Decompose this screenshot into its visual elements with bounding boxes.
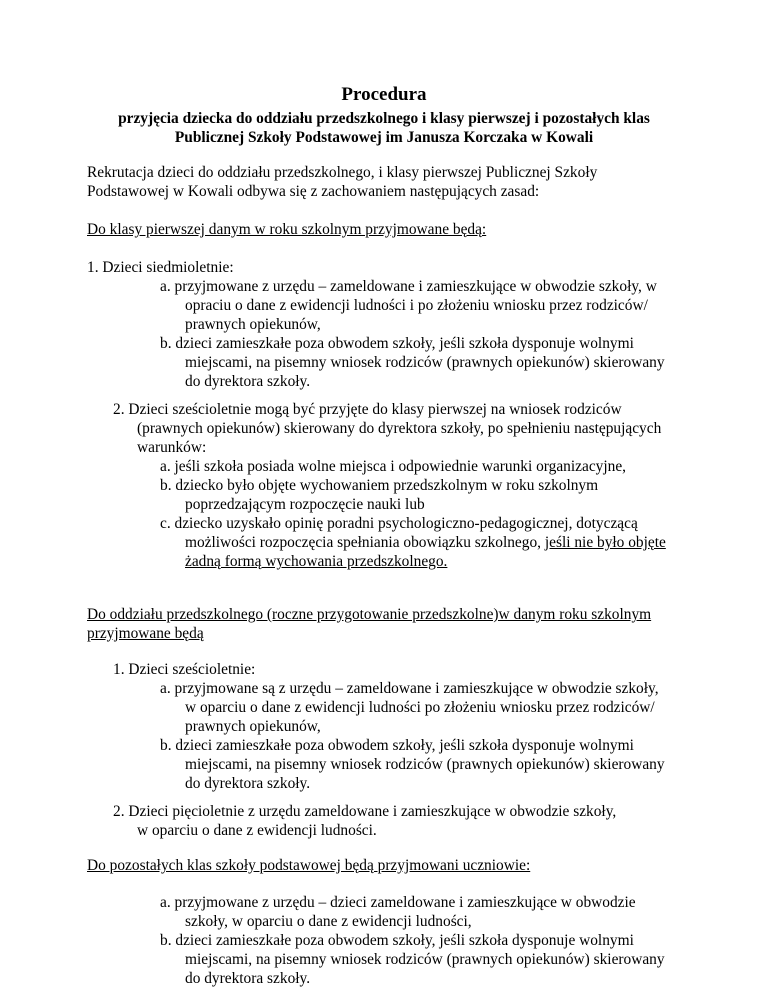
section1-item1-a-line2: opraciu o dane z ewidencji ludności i po złożeniu wniosku przez rodziców/ — [185, 297, 648, 314]
document-subtitle-line1: przyjęcia dziecka do oddziału przedszkolnego i klasy pierwszej i pozostałych klas — [118, 110, 650, 127]
section1-item1-a-line3: prawnych opiekunów, — [185, 316, 321, 333]
document-subtitle-line2: Publicznej Szkoły Podstawowej im Janusza Korczaka w Kowali — [174, 129, 594, 146]
section1-item2-c-line2-underlined: jeśli nie było objęte — [544, 534, 666, 551]
section1-item1-a-line1: a. przyjmowane z urzędu – zameldowane i zamieszkujące w obwodzie szkoły, w — [160, 278, 657, 295]
section2-item1-a-line1: a. przyjmowane są z urzędu – zameldowane i zamieszkujące w obwodzie szkoły, — [160, 680, 659, 697]
section2-item1-a-line2: w oparciu o dane z ewidencji ludności po złożeniu wniosku przez rodziców/ — [185, 699, 655, 716]
section1-item2-a: a. jeśli szkoła posiada wolne miejsca i odpowiednie warunki organizacyjne, — [160, 458, 626, 475]
section2-item1-b-line3: do dyrektora szkoły. — [185, 775, 311, 792]
section1-item2-b-line2: poprzedzającym rozpoczęcie nauki lub — [185, 496, 425, 513]
section2-item1-a-line3: prawnych opiekunów, — [185, 718, 321, 735]
document-title: Procedura — [341, 84, 427, 105]
section1-item2-line2: (prawnych opiekunów) skierowany do dyrektora szkoły, po spełnieniu następujących — [137, 420, 662, 437]
section3-a-line1: a. przyjmowane z urzędu – dzieci zameldowane i zamieszkujące w obwodzie — [160, 894, 636, 911]
section3-a-line2: szkoły, w oparciu o dane z ewidencji ludności, — [185, 913, 472, 930]
section2-heading-line2: przyjmowane będą — [87, 625, 204, 642]
section1-item2-c-line2 — [185, 533, 666, 552]
section1-item2-c-line1: c. dziecko uzyskało opinię poradni psychologiczno-pedagogicznej, dotyczącą — [160, 515, 638, 532]
section1-item2-c-line2-text: możliwości rozpoczęcia spełniania obowiązku szkolnego, — [185, 534, 545, 551]
section2-heading-line1: Do oddziału przedszkolnego (roczne przygotowanie przedszkolne)w danym roku szkolnym — [87, 606, 652, 623]
section1-item2-b-line1: b. dziecko było objęte wychowaniem przedszkolnym w roku szkolnym — [160, 477, 599, 494]
section1-item1-b-line2: miejscami, na pisemny wniosek rodziców (prawnych opiekunów) skierowany — [185, 354, 665, 371]
section1-heading: Do klasy pierwszej danym w roku szkolnym przyjmowane będą: — [87, 221, 487, 238]
section1-item1-b-line1: b. dzieci zamieszkałe poza obwodem szkoły, jeśli szkoła dysponuje wolnymi — [160, 335, 634, 352]
section2-item2-line1: 2. Dzieci pięcioletnie z urzędu zameldowane i zamieszkujące w obwodzie szkoły, — [113, 803, 617, 820]
section2-item1-b-line1: b. dzieci zamieszkałe poza obwodem szkoły, jeśli szkoła dysponuje wolnymi — [160, 737, 634, 754]
section3-b-line3: do dyrektora szkoły. — [185, 970, 311, 987]
section2-item1-label: 1. Dzieci sześcioletnie: — [113, 661, 256, 678]
section1-item2-c-line3: żadną formą wychowania przedszkolnego. — [185, 553, 448, 570]
intro-line1: Rekrutacja dzieci do oddziału przedszkolnego, i klasy pierwszej Publicznej Szkoły — [87, 164, 598, 181]
section1-item1-label: 1. Dzieci siedmioletnie: — [87, 259, 234, 276]
section1-item2-line3: warunków: — [137, 439, 207, 456]
section1-item1-b-line3: do dyrektora szkoły. — [185, 373, 311, 390]
section3-b-line2: miejscami, na pisemny wniosek rodziców (prawnych opiekunów) skierowany — [185, 951, 665, 968]
section3-heading: Do pozostałych klas szkoły podstawowej będą przyjmowani uczniowie: — [87, 857, 531, 874]
intro-line2: Podstawowej w Kowali odbywa się z zachowaniem następujących zasad: — [87, 183, 540, 200]
section2-item1-b-line2: miejscami, na pisemny wniosek rodziców (prawnych opiekunów) skierowany — [185, 756, 665, 773]
section3-b-line1: b. dzieci zamieszkałe poza obwodem szkoły, jeśli szkoła dysponuje wolnymi — [160, 932, 634, 949]
section2-item2-line2: w oparciu o dane z ewidencji ludności. — [137, 822, 377, 839]
section1-item2-line1: 2. Dzieci sześcioletnie mogą być przyjęte do klasy pierwszej na wniosek rodziców — [113, 401, 622, 418]
